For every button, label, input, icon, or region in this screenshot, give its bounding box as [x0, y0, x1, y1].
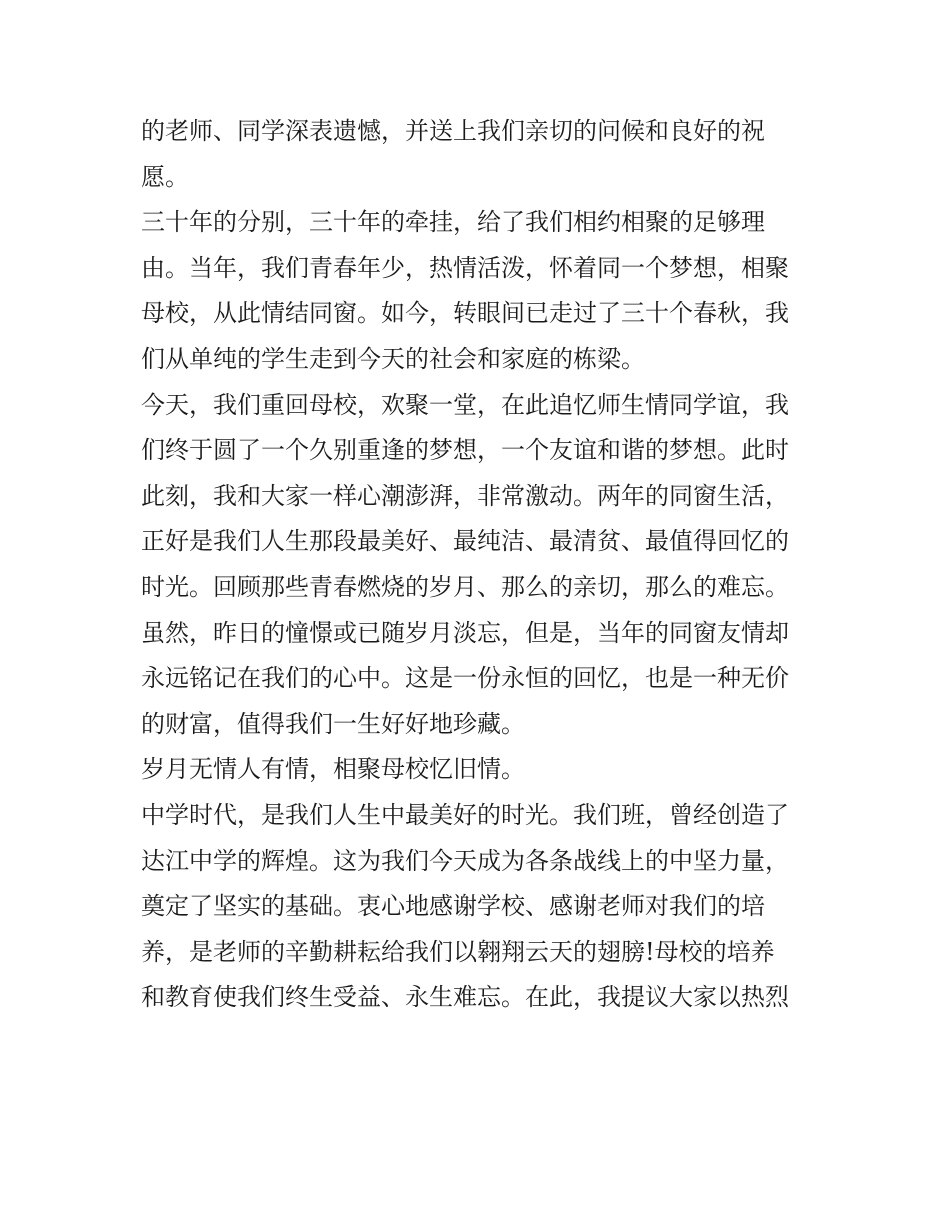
text-line: 由。当年，我们青春年少，热情活泼，怀着同一个梦想，相聚 [141, 253, 789, 282]
text-line: 愿。 [141, 162, 189, 191]
text-line: 正好是我们人生那段最美好、最纯洁、最清贫、最值得回忆的 [141, 527, 789, 556]
text-line: 奠定了坚实的基础。衷心地感谢学校、感谢老师对我们的培 [141, 892, 765, 921]
body-text [141, 109, 831, 1021]
text-line: 此刻，我和大家一样心潮澎湃，非常激动。两年的同窗生活， [141, 481, 789, 510]
text-line: 的老师、同学深表遗憾，并送上我们亲切的问候和良好的祝 [141, 117, 765, 145]
text-line: 养，是老师的辛勤耕耘给我们以翱翔云天的翅膀!母校的培养 [141, 937, 775, 966]
text-line: 虽然，昨日的憧憬或已随岁月淡忘，但是，当年的同窗友情却 [141, 618, 789, 647]
text-line: 们从单纯的学生走到今天的社会和家庭的栋梁。 [141, 344, 645, 373]
text-line: 三十年的分别，三十年的牵挂，给了我们相约相聚的足够理 [141, 208, 765, 237]
text-line: 和教育使我们终生受益、永生难忘。在此，我提议大家以热烈 [141, 983, 789, 1012]
text-line: 永远铭记在我们的心中。这是一份永恒的回忆，也是一种无价 [141, 664, 789, 693]
text-line: 时光。回顾那些青春燃烧的岁月、那么的亲切，那么的难忘。 [141, 572, 789, 601]
text-line: 中学时代，是我们人生中最美好的时光。我们班，曾经创造了 [141, 800, 789, 829]
text-line: 今天，我们重回母校，欢聚一堂，在此追忆师生情同学谊，我 [141, 390, 789, 419]
text-line: 的财富，值得我们一生好好地珍藏。 [141, 709, 525, 738]
text-line: 们终于圆了一个久别重逢的梦想，一个友谊和谐的梦想。此时 [141, 436, 789, 465]
text-line: 母校，从此情结同窗。如今，转眼间已走过了三十个春秋，我 [141, 299, 789, 328]
text-line: 达江中学的辉煌。这为我们今天成为各条战线上的中坚力量， [141, 846, 789, 875]
text-line: 岁月无情人有情，相聚母校忆旧情。 [141, 755, 525, 784]
